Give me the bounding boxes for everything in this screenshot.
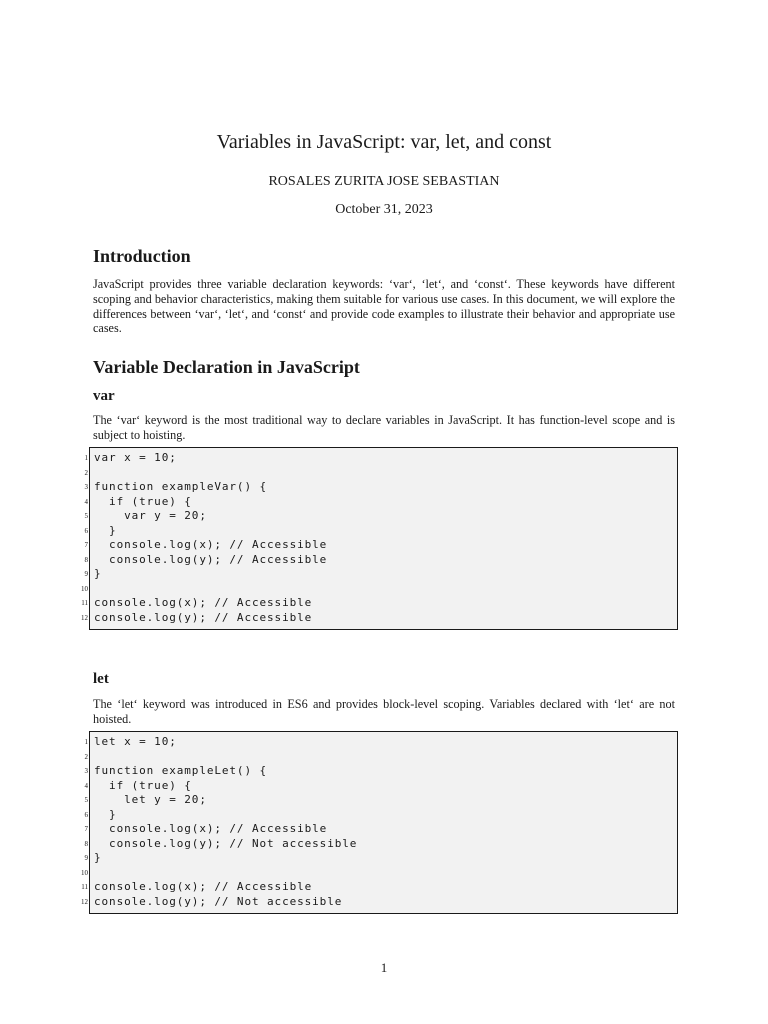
- line-number: 2: [84, 468, 88, 477]
- line-number: 10: [81, 868, 88, 877]
- line-number: 3: [84, 767, 88, 775]
- line-number: 8: [84, 555, 88, 564]
- code-text: console.log(y); // Accessible: [94, 552, 328, 566]
- var-heading: var: [93, 388, 115, 404]
- introduction-paragraph: JavaScript provides three variable declaration keywords: ‘var‘, ‘let‘, and ‘const‘. These keywords have different scoping and behavior characteristics, making them suitable for various use cases. In this document, we will explore the differences between ‘var‘, ‘let‘, and ‘const‘ and provide code examples to illustrate their behavior and appropriate use cases.: [93, 277, 675, 336]
- line-number: 12: [81, 613, 88, 622]
- code-text: console.log(x); // Accessible: [94, 596, 313, 609]
- document-date: October 31, 2023: [335, 202, 433, 217]
- var-paragraph: The ‘var‘ keyword is the most traditional way to declare variables in JavaScript. It has function-level scope and is subject to hoisting.: [93, 413, 675, 442]
- introduction-heading: Introduction: [93, 246, 191, 266]
- code-text: console.log(x); // Accessible: [94, 880, 313, 893]
- code-text: if (true) {: [94, 494, 192, 508]
- line-number: 12: [81, 897, 88, 906]
- var-code-block: [89, 447, 678, 630]
- line-number: 5: [84, 512, 88, 520]
- line-number: 9: [84, 570, 88, 578]
- line-number: 1: [84, 738, 88, 746]
- code-text: }: [94, 807, 117, 821]
- line-number: 5: [84, 796, 88, 804]
- line-number: 9: [84, 854, 88, 862]
- code-text: }: [94, 851, 102, 864]
- code-text: console.log(y); // Accessible: [94, 610, 313, 624]
- code-text: let y = 20;: [94, 793, 207, 806]
- line-number: 6: [84, 810, 88, 819]
- line-number: 11: [81, 883, 88, 891]
- code-text: let x = 10;: [94, 735, 177, 748]
- declaration-heading: Variable Declaration in JavaScript: [93, 357, 360, 377]
- line-number: 7: [84, 825, 88, 833]
- line-number: 1: [84, 454, 88, 462]
- document-author: ROSALES ZURITA JOSE SEBASTIAN: [268, 174, 500, 189]
- line-number: 2: [84, 752, 88, 761]
- code-text: console.log(y); // Not accessible: [94, 836, 358, 850]
- let-code-block: [89, 731, 678, 914]
- code-text: var x = 10;: [94, 451, 177, 464]
- let-paragraph: The ‘let‘ keyword was introduced in ES6 and provides block-level scoping. Variables declared with ‘let‘ are not hoisted.: [93, 697, 675, 726]
- code-text: function exampleVar() {: [94, 480, 268, 493]
- line-number: 10: [81, 584, 88, 593]
- let-heading: let: [93, 671, 109, 687]
- document-title: Variables in JavaScript: var, let, and const: [216, 131, 552, 153]
- line-number: 11: [81, 599, 88, 607]
- code-text: console.log(y); // Not accessible: [94, 894, 343, 908]
- code-text: }: [94, 523, 117, 537]
- page-number: 1: [380, 960, 388, 975]
- line-number: 4: [84, 781, 88, 790]
- line-number: 3: [84, 483, 88, 491]
- code-text: console.log(x); // Accessible: [94, 822, 328, 835]
- line-number: 7: [84, 541, 88, 549]
- code-text: function exampleLet() {: [94, 764, 268, 777]
- line-number: 8: [84, 839, 88, 848]
- line-number: 4: [84, 497, 88, 506]
- code-text: var y = 20;: [94, 509, 207, 522]
- code-text: }: [94, 567, 102, 580]
- code-text: if (true) {: [94, 778, 192, 792]
- line-number: 6: [84, 526, 88, 535]
- code-text: console.log(x); // Accessible: [94, 538, 328, 551]
